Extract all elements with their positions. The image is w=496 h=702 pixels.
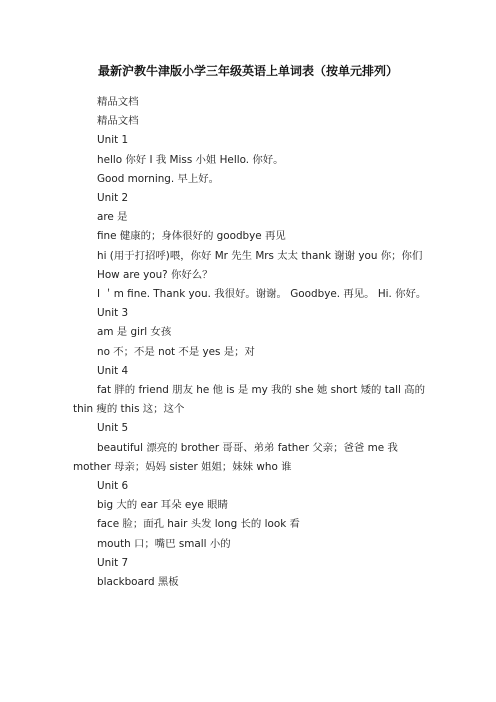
- text-line: blackboard 黑板: [97, 576, 179, 589]
- text-line: am 是 girl 女孩: [97, 326, 172, 339]
- text-line: big 大的 ear 耳朵 eye 眼睛: [97, 499, 228, 512]
- text-line: face 脸；面孔 hair 头发 long 长的 look 看: [97, 518, 300, 531]
- text-line: mouth 口；嘴巴 small 小的: [97, 537, 231, 550]
- unit-heading: Unit 3: [97, 307, 129, 320]
- unit-heading: Unit 7: [97, 556, 129, 569]
- text-line: Good morning. 早上好。: [97, 172, 220, 185]
- unit-heading: Unit 2: [97, 192, 129, 205]
- text-line: are 是: [97, 211, 128, 224]
- unit-heading: Unit 4: [97, 364, 129, 377]
- text-line: 精品文档: [97, 115, 139, 128]
- text-line: hi (用于打招呼)喂，你好 Mr 先生 Mrs 太太 thank 谢谢 you 你；你们: [97, 249, 423, 262]
- document-body: [73, 93, 431, 592]
- unit-heading: Unit 1: [97, 134, 129, 147]
- unit-heading: Unit 6: [97, 480, 129, 493]
- text-line: I ＇m fine. Thank you. 我很好。谢谢。 Goodbye. 再见。 Hi. 你好。: [97, 288, 427, 301]
- text-line: beautiful 漂亮的 brother 哥哥、弟弟 father 父亲；爸爸 me 我 mother 母亲；妈妈 sister 姐姐；妹妹 who 谁: [73, 441, 398, 473]
- text-line: 精品文档: [97, 96, 139, 108]
- text-line: How are you? 你好么？: [97, 268, 213, 281]
- document-title: 最新沪教牛津版小学三年级英语上单词表（按单元排列）: [97, 64, 398, 78]
- text-line: fine 健康的；身体很好的 goodbye 再见: [97, 230, 286, 243]
- text-line: hello 你好 I 我 Miss 小姐 Hello. 你好。: [97, 153, 284, 166]
- unit-heading: Unit 5: [97, 422, 129, 435]
- text-line: fat 胖的 friend 朋友 he 他 is 是 my 我的 she 她 short 矮的 tall 高的 thin 瘦的 this 这；这个: [73, 384, 425, 416]
- text-line: no 不；不是 not 不是 yes 是；对: [97, 345, 255, 358]
